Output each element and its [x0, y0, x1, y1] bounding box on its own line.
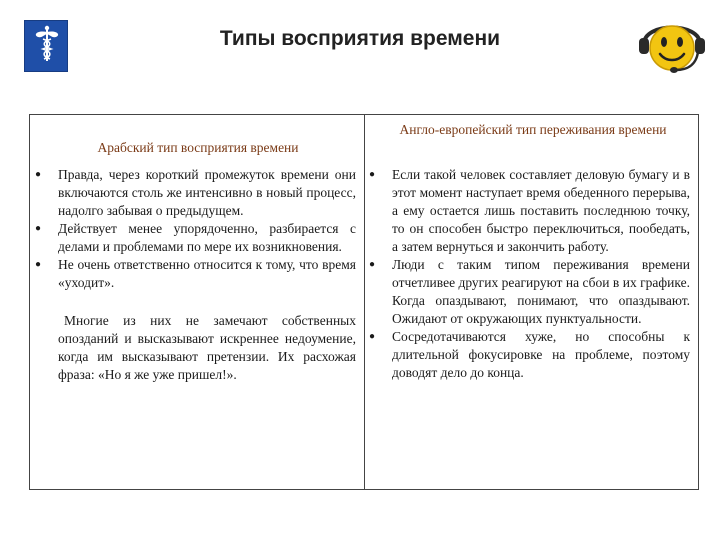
list-item-text: Правда, через короткий промежуток времени они включаются столь же интенсивно в новый процесс, надолго забывая о предыдущем.: [58, 167, 356, 218]
list-item-text: Сосредотачиваются хуже, но способны к длительной фокусировке на проблеме, поэтому доводят дело до конца.: [392, 329, 690, 380]
list-item: [369, 256, 690, 328]
list-item-text: Люди с таким типом переживания времени отчетливее других реагируют на сбои в их графике. Когда опаздывают, понимают, что опаздывают. Ожидают от окружающих пунктуальности.: [392, 257, 690, 326]
arabic-type-column: [35, 166, 356, 398]
bullet-icon: ●: [369, 331, 376, 342]
list-item-text: Не очень ответственно относится к тому, что время «уходит».: [58, 257, 356, 290]
smiley-headset-icon: [636, 10, 708, 78]
arabic-type-heading: Арабский тип восприятия времени: [97, 140, 299, 155]
bullet-icon: ●: [369, 259, 376, 270]
list-item-text: Действует менее упорядоченно, разбирается с делами и проблемами по мере их возникновения.: [58, 221, 356, 254]
anglo-european-type-column: [369, 166, 690, 382]
list-item-text: Если такой человек составляет деловую бумагу и в этот момент наступает время обеденного перерыва, а ему остается лишь поставить последнюю точку, то он способен быстро переключиться, пообедать, а затем вернуться и закончить работу.: [392, 167, 690, 254]
list-item: [35, 166, 356, 220]
bullet-icon: ●: [35, 169, 42, 180]
anglo-european-type-heading: Англо-европейский тип переживания времени: [399, 122, 667, 137]
comparison-table: [29, 114, 699, 490]
list-item: [369, 328, 690, 382]
page-title: Типы восприятия времени: [219, 27, 501, 50]
arabic-type-note: Многие из них не замечают собственных опозданий и высказывают искреннее недоумение, когда им высказывают претензии. Их расхожая фраза: «Но я же уже пришел!».: [58, 313, 356, 382]
list-item: [369, 166, 690, 256]
bullet-icon: ●: [35, 223, 42, 234]
list-item: [35, 256, 356, 292]
bullet-icon: ●: [35, 259, 42, 270]
column-divider: [364, 115, 365, 489]
list-item: [35, 220, 356, 256]
bullet-icon: ●: [369, 169, 376, 180]
